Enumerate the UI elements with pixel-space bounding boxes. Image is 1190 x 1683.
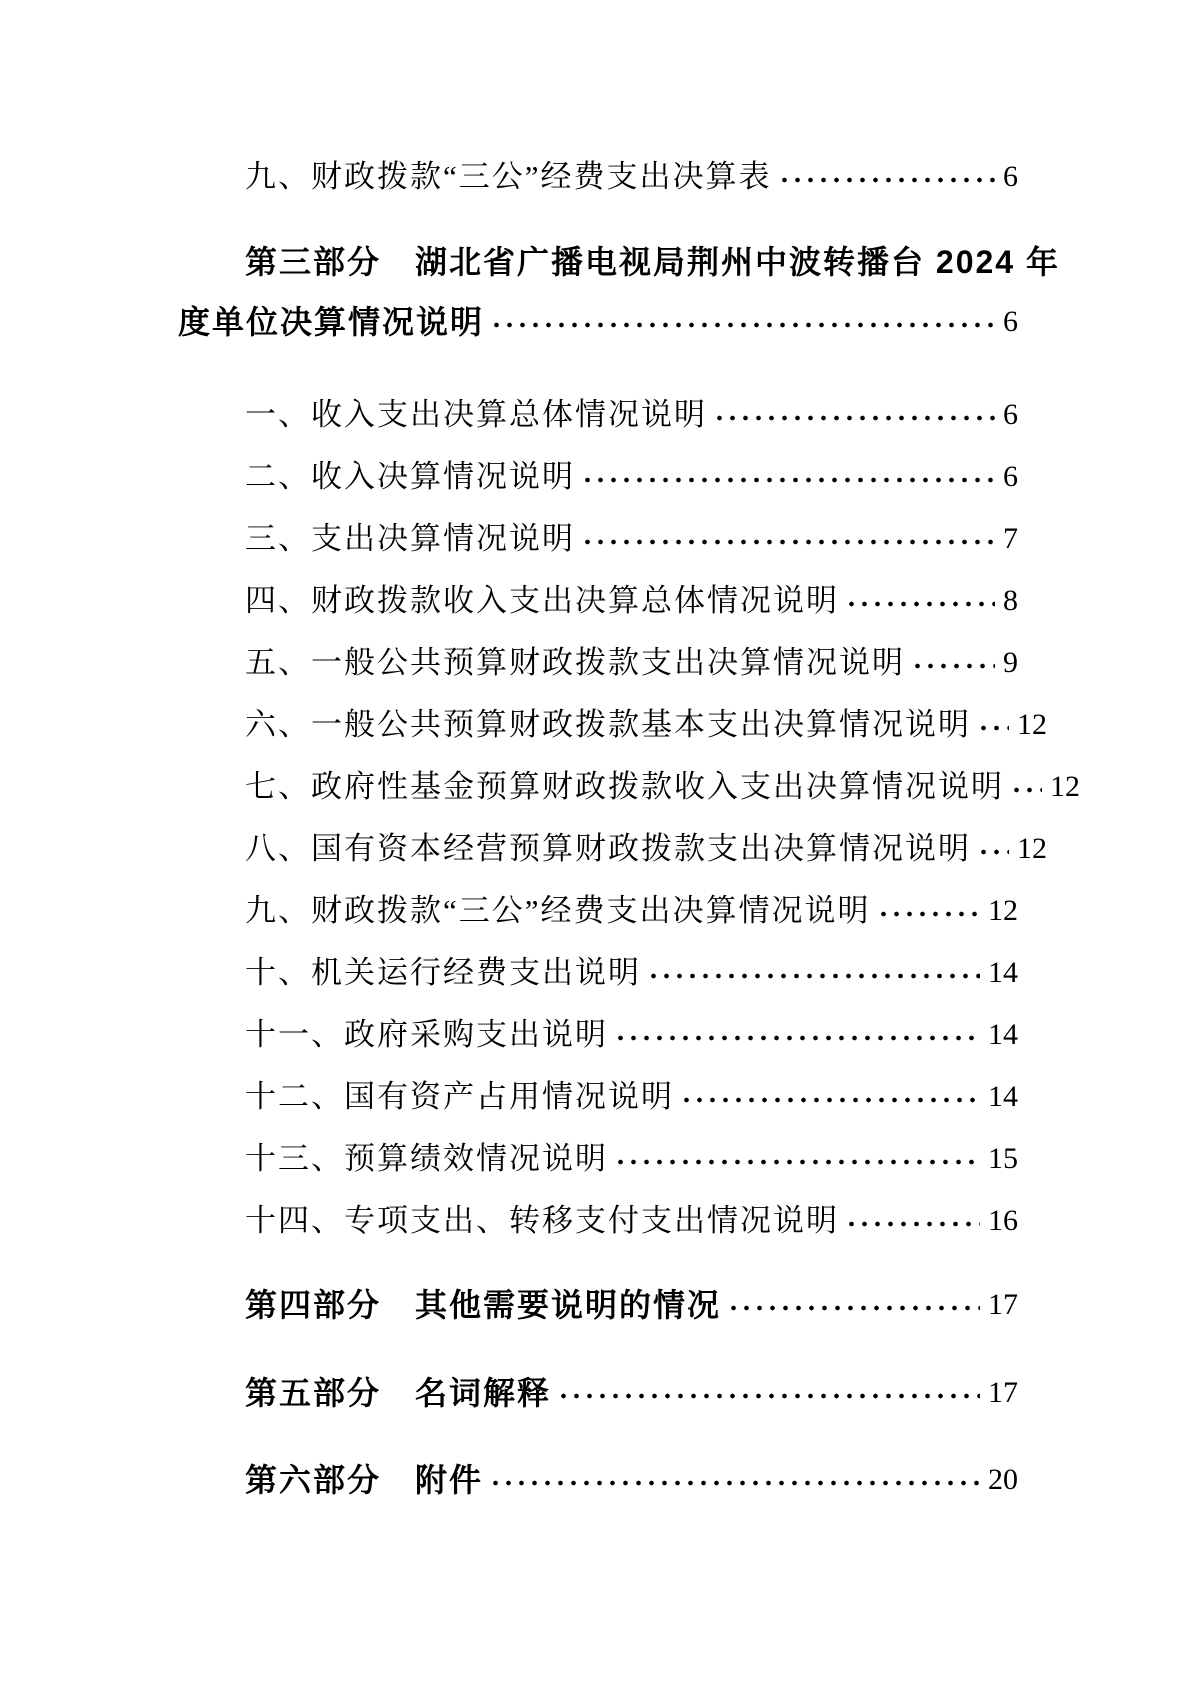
toc-entry-text: 第五部分 名词解释 bbox=[245, 1375, 552, 1411]
toc-item-13 bbox=[178, 1137, 1018, 1181]
toc-item-12 bbox=[178, 1075, 1018, 1119]
toc-page bbox=[178, 0, 1080, 1683]
toc-item-2 bbox=[178, 455, 1018, 499]
toc-item-11 bbox=[178, 1013, 1018, 1057]
toc-entry-page: 9 bbox=[1003, 646, 1018, 679]
toc-entry-text: 三、支出决算情况说明 bbox=[245, 521, 575, 556]
toc-continued-item bbox=[178, 155, 1018, 199]
toc-entry-text: 十、机关运行经费支出说明 bbox=[245, 955, 641, 990]
toc-entry-text: 第三部分 湖北省广播电视局荆州中波转播台 2024 年 bbox=[245, 244, 1060, 280]
toc-entry-text: 第四部分 其他需要说明的情况 bbox=[245, 1287, 722, 1323]
toc-entry-text: 一、收入支出决算总体情况说明 bbox=[245, 397, 707, 432]
toc-entry-text: 二、收入决算情况说明 bbox=[245, 459, 575, 494]
toc-entry-page: 15 bbox=[988, 1142, 1018, 1175]
toc-entry-text: 十二、国有资产占用情况说明 bbox=[245, 1079, 674, 1114]
toc-item-9 bbox=[178, 889, 1018, 933]
toc-item-14 bbox=[178, 1199, 1018, 1243]
toc-entry-page: 14 bbox=[988, 956, 1018, 989]
toc-entry-text: 六、一般公共预算财政拨款基本支出决算情况说明 bbox=[245, 707, 971, 742]
toc-entry-page: 14 bbox=[988, 1018, 1018, 1051]
toc-entry-text: 第六部分 附件 bbox=[245, 1462, 484, 1498]
part3-heading-line1 bbox=[178, 240, 1060, 284]
toc-entry-page: 20 bbox=[988, 1463, 1018, 1496]
toc-item-10 bbox=[178, 951, 1018, 995]
toc-item-1 bbox=[178, 393, 1018, 437]
toc-entry-page: 6 bbox=[1003, 460, 1018, 493]
toc-entry-text: 十四、专项支出、转移支付支出情况说明 bbox=[245, 1203, 839, 1238]
toc-entry-text: 四、财政拨款收入支出决算总体情况说明 bbox=[245, 583, 839, 618]
toc-entry-text: 八、国有资本经营预算财政拨款支出决算情况说明 bbox=[245, 831, 971, 866]
toc-entry-page: 17 bbox=[988, 1376, 1018, 1409]
toc-item-5 bbox=[178, 641, 1018, 685]
toc-entry-page: 12 bbox=[1017, 708, 1047, 741]
toc-entry-text: 十三、预算绩效情况说明 bbox=[245, 1141, 608, 1176]
toc-part5 bbox=[178, 1371, 1018, 1415]
toc-entry-text: 五、一般公共预算财政拨款支出决算情况说明 bbox=[245, 645, 905, 680]
toc-entry-page: 6 bbox=[1003, 305, 1018, 338]
toc-item-7 bbox=[178, 765, 1080, 809]
toc-entry-page: 7 bbox=[1003, 522, 1018, 555]
toc-entry-page: 14 bbox=[988, 1080, 1018, 1113]
toc-part4 bbox=[178, 1283, 1018, 1327]
toc-entry-text: 九、财政拨款“三公”经费支出决算表 bbox=[245, 159, 772, 194]
toc-entry-page: 17 bbox=[988, 1288, 1018, 1321]
toc-item-4 bbox=[178, 579, 1018, 623]
toc-entry-page: 8 bbox=[1003, 584, 1018, 617]
toc-entry-page: 16 bbox=[988, 1204, 1018, 1237]
toc-entry-page: 12 bbox=[988, 894, 1018, 927]
part3-heading-line2 bbox=[178, 300, 1018, 344]
toc-item-3 bbox=[178, 517, 1018, 561]
toc-entry-page: 12 bbox=[1017, 832, 1047, 865]
toc-entry-text: 七、政府性基金预算财政拨款收入支出决算情况说明 bbox=[245, 769, 1004, 804]
toc-entry-page: 6 bbox=[1003, 160, 1018, 193]
toc-entry-text: 九、财政拨款“三公”经费支出决算情况说明 bbox=[245, 893, 871, 928]
toc-entry-page: 6 bbox=[1003, 398, 1018, 431]
toc-item-6 bbox=[178, 703, 1047, 747]
toc-entry-text: 度单位决算情况说明 bbox=[178, 304, 485, 340]
toc-entry-page: 12 bbox=[1050, 770, 1080, 803]
toc-part6 bbox=[178, 1458, 1018, 1502]
toc-item-8 bbox=[178, 827, 1047, 871]
toc-entry-text: 十一、政府采购支出说明 bbox=[245, 1017, 608, 1052]
